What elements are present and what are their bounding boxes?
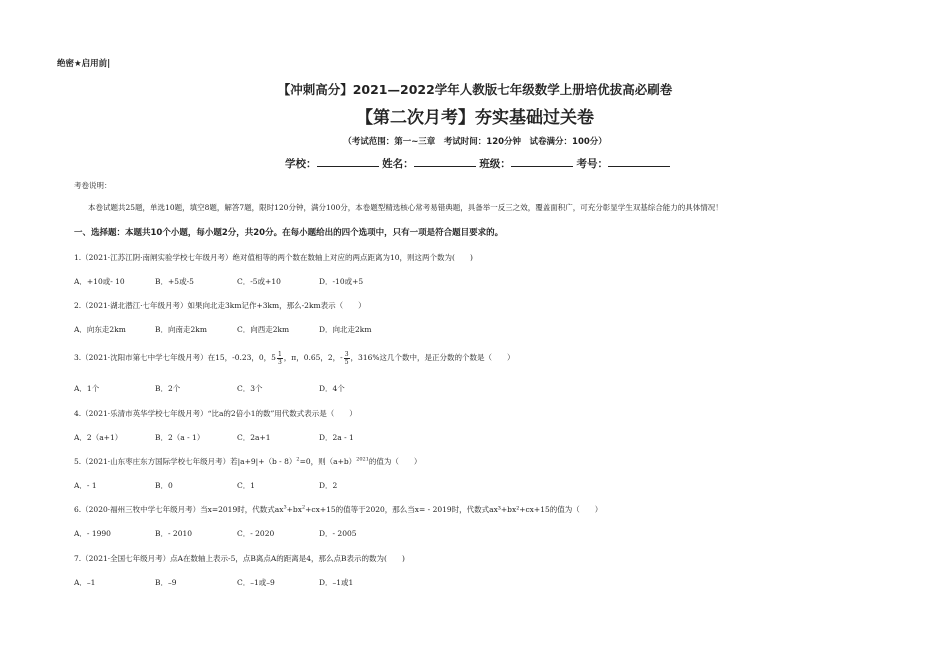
q5-option-c[interactable]: C．1 <box>237 481 256 490</box>
q1-option-c[interactable]: C．-5或+10 <box>237 277 281 286</box>
question-7: 7.（2021·全国七年级月考）点A在数轴上表示-5，点B离点A的距离是4，那么点B表示的数为( ) <box>74 554 405 563</box>
number-label: 考号： <box>576 158 608 170</box>
q2-option-d[interactable]: D．向北走2km <box>319 325 372 334</box>
q6-option-c[interactable]: C．- 2020 <box>237 529 275 538</box>
q6-option-a[interactable]: A．- 1990 <box>74 529 111 538</box>
q1-option-b[interactable]: B．+5或-5 <box>155 277 194 286</box>
q7-option-b[interactable]: B．–9 <box>155 578 177 587</box>
question-2: 2.（2021·湖北潜江·七年级月考）如果向北走3km记作+3km，那么-2km表示（ ） <box>74 301 366 310</box>
class-label: 班级： <box>479 158 511 170</box>
q4-option-d[interactable]: D．2a - 1 <box>319 433 354 442</box>
q3-frac2-denominator: 5 <box>344 358 349 366</box>
q4-option-a[interactable]: A．2（a+1） <box>74 433 123 442</box>
q1-option-d[interactable]: D．-10或+5 <box>319 277 364 286</box>
q3-frac1-denominator: 3 <box>277 358 282 366</box>
q3-text-a: 3.（2021·沈阳市第七中学七年级月考）在15，-0.23，0，5 <box>74 353 276 362</box>
question-5 <box>74 456 421 467</box>
question-1: 1.（2021·江苏江阴·南闸实验学校七年级月考）绝对值相等的两个数在数轴上对应的两点距离为10，则这两个数为( ) <box>74 253 473 262</box>
confidential-label: 绝密★启用前| <box>57 59 111 69</box>
q3-option-d[interactable]: D．4个 <box>319 384 345 393</box>
q6-text-a: 6.（2020·福州三牧中学七年级月考）当x=2019时，代数式ax <box>74 505 284 514</box>
name-label: 姓名： <box>382 158 414 170</box>
section-heading: 一、选择题：本题共10个小题，每小题2分，共20分。在每小题给出的四个选项中，只有一项是符合题目要求的。 <box>74 228 504 238</box>
q2-option-b[interactable]: B．向南走2km <box>155 325 207 334</box>
class-blank[interactable] <box>511 155 573 167</box>
q4-option-b[interactable]: B．2（a - 1） <box>155 433 205 442</box>
exam-info: （考试范围：第一~三章 考试时间：120分钟 试卷满分：100分） <box>343 137 607 147</box>
q5-option-a[interactable]: A．- 1 <box>74 481 97 490</box>
q7-option-d[interactable]: D．–1或1 <box>319 578 354 587</box>
school-label: 学校： <box>285 158 317 170</box>
q3-frac2-numerator: 3 <box>344 350 349 358</box>
q6-option-b[interactable]: B．- 2010 <box>155 529 193 538</box>
q5-exponent-1: 2 <box>296 456 300 463</box>
instructions-body: 本卷试题共25题，单选10题，填空8题，解答7题，限时120分钟，满分100分，本卷题型精选核心常考易错典题，具备举一反三之效，覆盖面积广，可充分彰显学生双基综合能力的具体情况！ <box>88 203 723 212</box>
q7-option-c[interactable]: C．–1或–9 <box>237 578 275 587</box>
paper-subtitle: 【第二次月考】夯实基础过关卷 <box>356 108 594 128</box>
q5-exponent-2: 2021 <box>356 456 369 463</box>
q3-option-c[interactable]: C．3个 <box>237 384 263 393</box>
question-6 <box>74 504 602 515</box>
name-blank[interactable] <box>414 155 476 167</box>
q5-text-c: 的值为（ ） <box>368 457 422 466</box>
question-4: 4.（2021·乐清市英华学校七年级月考）“比a的2倍小1的数”用代数式表示是（ ） <box>74 409 357 418</box>
q5-option-d[interactable]: D．2 <box>319 481 338 490</box>
q3-frac1-numerator: 1 <box>277 350 282 358</box>
q5-text-b: =0，则（a+b） <box>299 457 357 466</box>
q3-text-b: ，π，0.65，2，- <box>283 353 343 362</box>
q4-option-c[interactable]: C．2a+1 <box>237 433 271 442</box>
q6-exponent-1: 3 <box>283 504 287 511</box>
number-blank[interactable] <box>608 155 670 167</box>
q3-option-a[interactable]: A．1个 <box>74 384 100 393</box>
q6-exponent-2: 2 <box>301 504 306 511</box>
q5-option-b[interactable]: B．0 <box>155 481 173 490</box>
student-info-fields <box>285 155 670 171</box>
q3-fraction-2 <box>344 351 350 366</box>
q7-option-a[interactable]: A．–1 <box>74 578 96 587</box>
q3-option-b[interactable]: B．2个 <box>155 384 181 393</box>
q2-option-c[interactable]: C．向西走2km <box>237 325 290 334</box>
paper-title: 【冲刺高分】2021—2022学年人教版七年级数学上册培优拔高必刷卷 <box>277 82 673 97</box>
q6-option-d[interactable]: D．- 2005 <box>319 529 357 538</box>
q2-option-a[interactable]: A．向东走2km <box>74 325 126 334</box>
question-3 <box>74 348 515 368</box>
q3-fraction-1 <box>277 351 283 366</box>
q6-text-b: +bx <box>286 505 302 514</box>
q3-text-c: ，316%这几个数中，是正分数的个数是（ ） <box>350 353 515 362</box>
q1-option-a[interactable]: A．+10或- 10 <box>74 277 125 286</box>
school-blank[interactable] <box>317 155 379 167</box>
q5-text-a: 5.（2021·山东枣庄东方国际学校七年级月考）若|a+9|+（b - 8） <box>74 457 297 466</box>
q6-text-c: +cx+15的值等于2020，那么当x= - 2019时，代数式ax³+bx²+cx+15的值为（ ） <box>305 505 603 514</box>
instructions-heading: 考卷说明： <box>74 181 112 190</box>
